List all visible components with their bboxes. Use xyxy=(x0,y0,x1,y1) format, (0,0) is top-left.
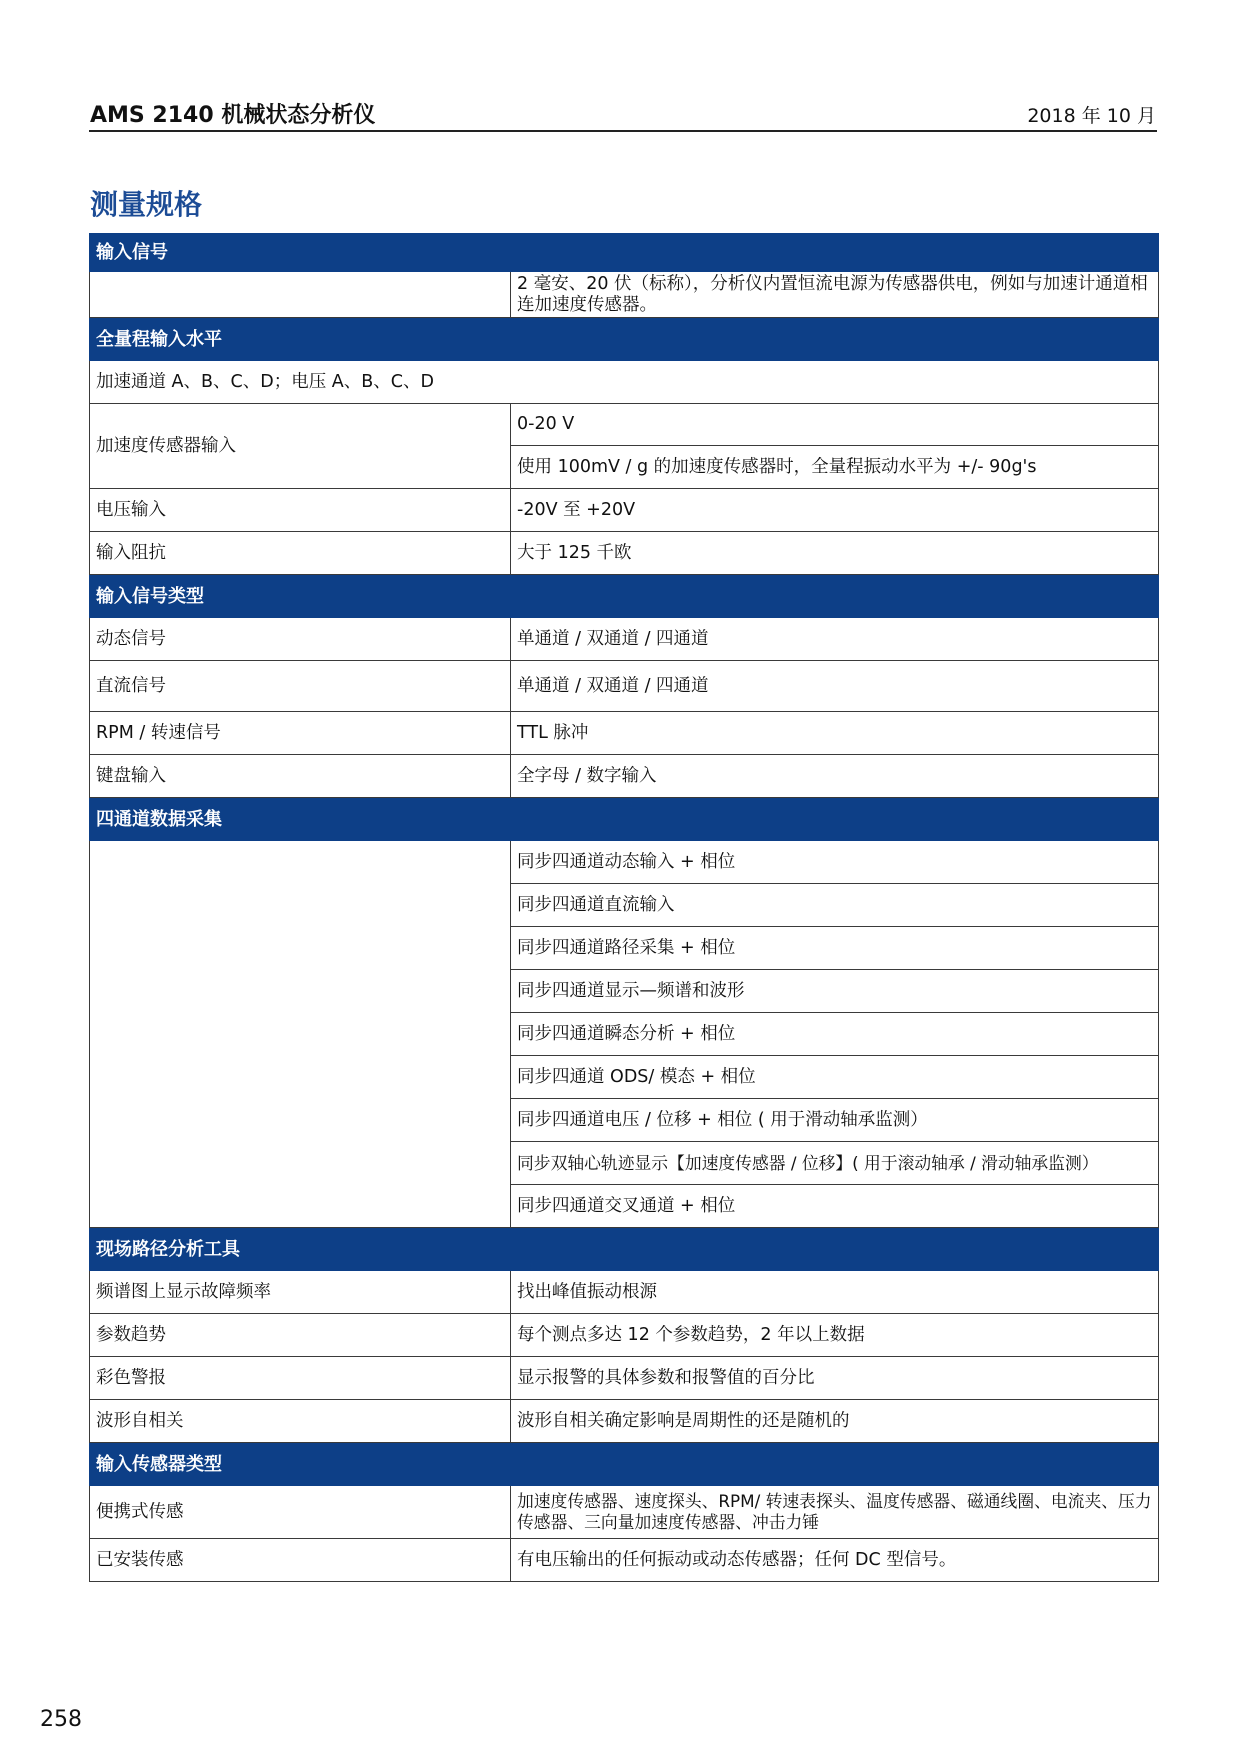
section-header-row xyxy=(90,575,1159,618)
section-heading: 现场路径分析工具 xyxy=(90,1228,1159,1271)
table-row xyxy=(90,712,1159,755)
row-value: 单通道 / 双通道 / 四通道 xyxy=(511,661,1159,712)
row-label: 键盘输入 xyxy=(90,755,511,798)
row-label: 电压输入 xyxy=(90,489,511,532)
table-row xyxy=(90,1400,1159,1443)
row-value: TTL 脉冲 xyxy=(511,712,1159,755)
row-label: 已安装传感 xyxy=(90,1539,511,1582)
row-label xyxy=(90,841,511,1228)
section-heading: 输入信号 xyxy=(90,234,1159,272)
table-row xyxy=(90,272,1159,318)
row-label: RPM / 转速信号 xyxy=(90,712,511,755)
row-value: 加速度传感器、速度探头、RPM/ 转速表探头、温度传感器、磁通线圈、电流夹、压力传感器、三向量加速度传感器、冲击力锤 xyxy=(511,1486,1159,1539)
row-value: 显示报警的具体参数和报警值的百分比 xyxy=(511,1357,1159,1400)
row-value: 单通道 / 双通道 / 四通道 xyxy=(511,618,1159,661)
section-header-row xyxy=(90,1443,1159,1486)
table-row xyxy=(90,1486,1159,1539)
row-label: 波形自相关 xyxy=(90,1400,511,1443)
channels-note: 加速通道 A、B、C、D；电压 A、B、C、D xyxy=(90,361,1159,404)
list-item: 同步四通道交叉通道 + 相位 xyxy=(511,1185,1159,1228)
table-row xyxy=(90,361,1159,404)
list-item: 同步四通道显示—频谱和波形 xyxy=(511,970,1159,1013)
document-date: 2018 年 10 月 xyxy=(1027,105,1156,127)
list-item: 同步四通道路径采集 + 相位 xyxy=(511,927,1159,970)
row-value: 全字母 / 数字输入 xyxy=(511,755,1159,798)
table-row xyxy=(90,755,1159,798)
row-value: -20V 至 +20V xyxy=(511,489,1159,532)
row-value: 波形自相关确定影响是周期性的还是随机的 xyxy=(511,1400,1159,1443)
row-label: 便携式传感 xyxy=(90,1486,511,1539)
row-value: 2 毫安、20 伏（标称），分析仪内置恒流电源为传感器供电，例如与加速计通道相连加速度传感器。 xyxy=(511,272,1159,318)
table-row xyxy=(90,1539,1159,1582)
specification-table xyxy=(89,233,1159,1582)
page-header xyxy=(89,96,1157,132)
document-title: AMS 2140 机械状态分析仪 xyxy=(90,103,376,128)
row-label: 彩色警报 xyxy=(90,1357,511,1400)
page-number: 258 xyxy=(40,1707,82,1732)
table-row xyxy=(90,1271,1159,1314)
row-label: 加速度传感器输入 xyxy=(90,404,511,489)
table-row xyxy=(90,1314,1159,1357)
section-heading: 四通道数据采集 xyxy=(90,798,1159,841)
list-item: 同步四通道动态输入 + 相位 xyxy=(511,841,1159,884)
row-value: 每个测点多达 12 个参数趋势，2 年以上数据 xyxy=(511,1314,1159,1357)
table-row xyxy=(90,404,1159,446)
list-item: 同步四通道电压 / 位移 + 相位 ( 用于滑动轴承监测） xyxy=(511,1099,1159,1142)
list-item: 同步双轴心轨迹显示【加速度传感器 / 位移】( 用于滚动轴承 / 滑动轴承监测） xyxy=(511,1142,1159,1185)
table-row xyxy=(90,841,1159,884)
table-row xyxy=(90,532,1159,575)
table-row xyxy=(90,618,1159,661)
list-item: 同步四通道直流输入 xyxy=(511,884,1159,927)
section-header-row xyxy=(90,318,1159,361)
section-title: 测量规格 xyxy=(90,188,203,221)
list-item: 同步四通道瞬态分析 + 相位 xyxy=(511,1013,1159,1056)
row-value: 有电压输出的任何振动或动态传感器；任何 DC 型信号。 xyxy=(511,1539,1159,1582)
table-row xyxy=(90,1357,1159,1400)
list-item: 同步四通道 ODS/ 模态 + 相位 xyxy=(511,1056,1159,1099)
section-heading: 输入传感器类型 xyxy=(90,1443,1159,1486)
row-value: 大于 125 千欧 xyxy=(511,532,1159,575)
section-heading: 输入信号类型 xyxy=(90,575,1159,618)
row-label: 动态信号 xyxy=(90,618,511,661)
row-value: 0-20 V xyxy=(511,404,1159,446)
row-label: 参数趋势 xyxy=(90,1314,511,1357)
row-label xyxy=(90,272,511,318)
section-header-row xyxy=(90,798,1159,841)
row-value: 找出峰值振动根源 xyxy=(511,1271,1159,1314)
row-value: 使用 100mV / g 的加速度传感器时，全量程振动水平为 +/- 90g's xyxy=(511,446,1159,489)
section-header-row xyxy=(90,1228,1159,1271)
section-heading: 全量程输入水平 xyxy=(90,318,1159,361)
table-row xyxy=(90,489,1159,532)
table-row xyxy=(90,661,1159,712)
section-header-row xyxy=(90,234,1159,272)
row-label: 频谱图上显示故障频率 xyxy=(90,1271,511,1314)
row-label: 输入阻抗 xyxy=(90,532,511,575)
row-label: 直流信号 xyxy=(90,661,511,712)
